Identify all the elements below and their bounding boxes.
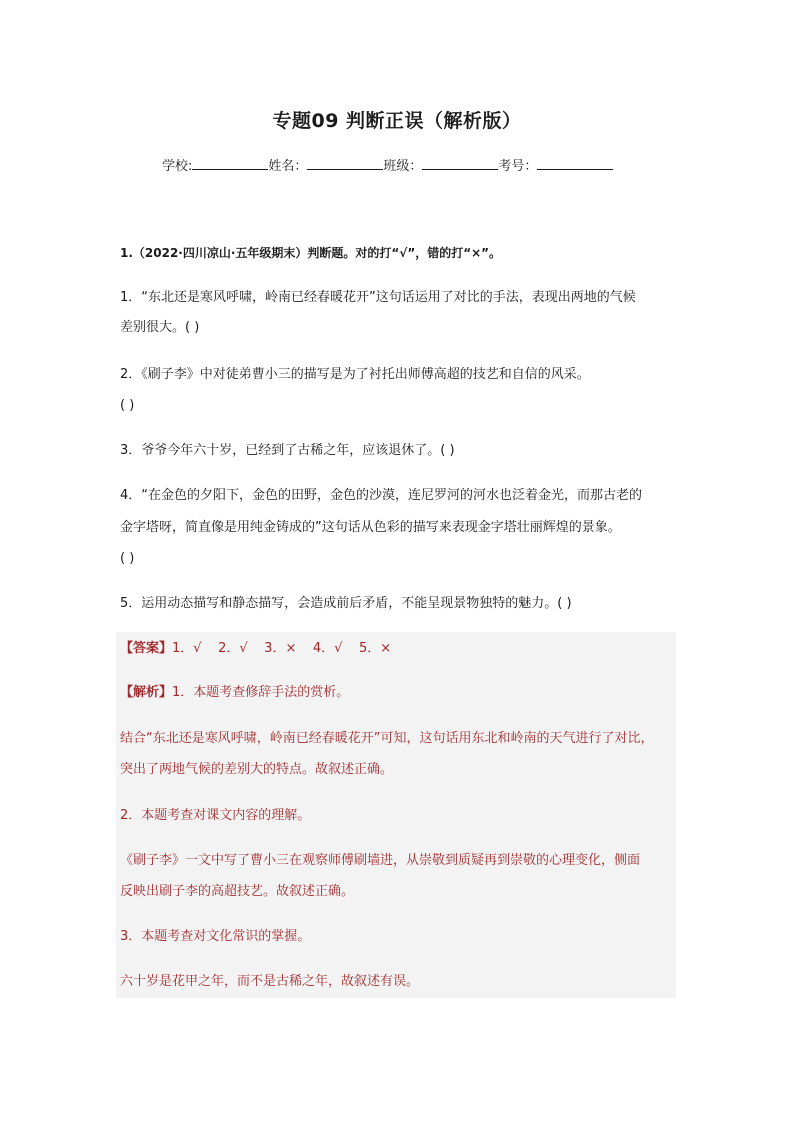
school-blank (192, 168, 268, 170)
question-1-line-2: 差别很大。( ) (120, 320, 200, 335)
analysis-line-7: 3．本题考查对文化常识的掌握。 (120, 929, 311, 944)
analysis-first: 1．本题考查修辞手法的赏析。 (172, 685, 350, 700)
question-4-blank: ( ) (120, 551, 135, 566)
question-5: 5．运用动态描写和静态描写，会造成前后矛盾，不能呈现景物独特的魅力。( ) (120, 596, 572, 611)
analysis-line-3: 突出了两地气候的差别大的特点。故叙述正确。 (120, 762, 394, 777)
name-blank (307, 168, 383, 170)
question-heading: 1.（2022·四川凉山·五年级期末）判断题。对的打“√”，错的打“×”。 (120, 246, 502, 260)
number-blank (537, 168, 613, 170)
analysis-line-6: 反映出刷子李的高超技艺。故叙述正确。 (120, 884, 355, 899)
number-label: 考号： (498, 159, 538, 174)
name-label: 姓名： (268, 159, 308, 174)
answer-text: 1．√ 2．√ 3．× 4．√ 5．× (172, 641, 392, 656)
analysis-line-2: 结合“东北还是寒风呼啸，岭南已经春暖花开”可知，这句话用东北和岭南的天气进行了对比， (120, 731, 654, 746)
question-2-blank: ( ) (120, 398, 135, 413)
analysis-line-1 (120, 678, 349, 708)
student-info-line (162, 155, 613, 174)
analysis-tag: 【解析】 (120, 685, 173, 700)
class-label: 班级： (383, 159, 423, 174)
question-1-line-1: 1．“东北还是寒风呼啸，岭南已经春暖花开”这句话运用了对比的手法，表现出两地的气候 (120, 290, 636, 305)
analysis-line-5: 《刷子李》一文中写了曹小三在观察师傅刷墙进，从崇敬到质疑再到崇敬的心理变化，侧面 (120, 853, 641, 868)
question-4-line-1: 4．“在金色的夕阳下，金色的田野，金色的沙漠，连尼罗河的河水也泛着金光，而那古老的 (120, 488, 643, 503)
answer-tag: 【答案】 (120, 641, 173, 656)
answer-line (120, 634, 391, 664)
page-title: 专题09 判断正误（解析版） (272, 110, 522, 132)
question-3: 3．爷爷今年六十岁，已经到了古稀之年，应该退休了。( ) (120, 443, 455, 458)
class-blank (422, 168, 498, 170)
analysis-line-8: 六十岁是花甲之年，而不是古稀之年，故叙述有误。 (120, 974, 420, 989)
question-2-line-1: 2．《刷子李》中对徒弟曹小三的描写是为了衬托出师傅高超的技艺和自信的风采。 (120, 367, 590, 382)
analysis-line-4: 2．本题考查对课文内容的理解。 (120, 808, 311, 823)
school-label: 学校: (162, 159, 193, 174)
question-4-line-2: 金字塔呀，简直像是用纯金铸成的”这句话从色彩的描写来表现金字塔壮丽辉煌的景象。 (120, 520, 621, 535)
